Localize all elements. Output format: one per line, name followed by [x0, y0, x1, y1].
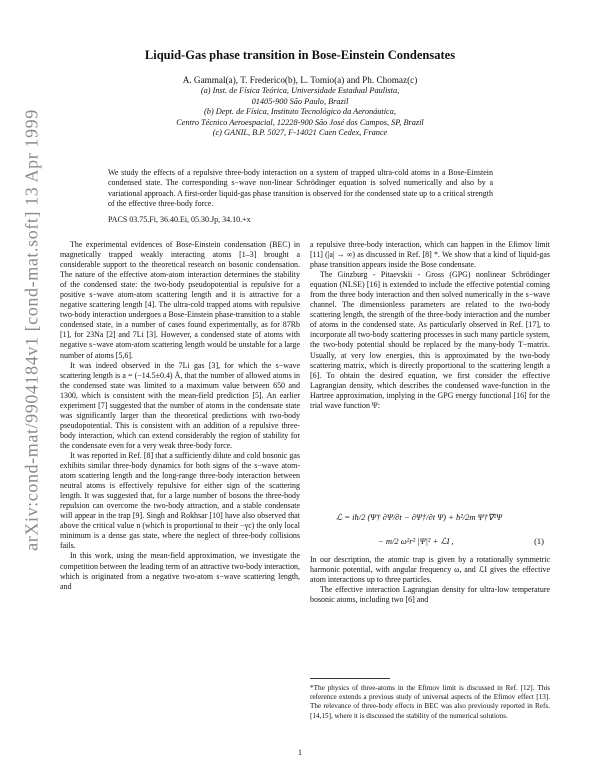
equation-number: (1): [534, 536, 544, 546]
affiliation-1: (a) Inst. de Física Teórica, Universidade Estadual Paulista,: [200, 86, 400, 95]
body-paragraph: In our description, the atomic trap is given by a rotationally symmetric harmonic potential, with angular frequency ω, and ℒI gives the effective atom interactions up to three particles.: [310, 555, 550, 585]
page-number: 1: [298, 748, 302, 757]
affiliation-1-address: 01405-900 São Paulo, Brazil: [251, 96, 349, 106]
body-paragraph: It was reported in Ref. [8] that a sufficiently dilute and cold bosonic gas exhibits similar three-body dynamics for both signs of the s−wave atom-atom scattering length and the long-range three-body interaction between neutral atoms is effectively repulsive for either sign of the scattering length. It was suggested that, for a large number of bosons the three-body repulsion can overcome the two-body attraction, and a stable condensate will appear in the trap [9]. Singh and Rokhsar [10] have also observed that above the critical value n (which is proportional to their −γc) the only local minimum is a dense gas state, where the neglect of three-body collisions fails.: [60, 450, 300, 551]
body-paragraph: a repulsive three-body interaction, which can happen in the Efimov limit [11] (|a| → ∞) as discussed in Ref. [8] *. We show that a kind of liquid-gas phase transition appears inside the Bose condensate.: [310, 240, 550, 270]
arxiv-sidebar-stamp: [15, 50, 49, 610]
body-paragraph: In this work, using the mean-field approximation, we investigate the competition between the leading term of an attractive two-body interaction, which is originated from a negative two-atom s−wave scattering length, and: [60, 551, 300, 591]
equation-1: [318, 508, 548, 550]
equation-line-2: − m/2 ω²r² |Ψ|² + ℒI ,: [378, 536, 454, 546]
left-column: [60, 240, 300, 592]
abstract: We study the effects of a repulsive three-body interaction on a system of trapped ultra-cold atoms in a Bose-Einstein condensed state. The corresponding s−wave non-linear Schrödinger equation is solved numerically and also by a variational approach. A first-order liquid-gas phase transition is observed for the condensed state up to a critical strength of the effective three-body force.: [108, 168, 493, 208]
right-column: [310, 240, 550, 411]
paper-title: Liquid-Gas phase transition in Bose-Einstein Condensates: [144, 48, 456, 62]
footnote-divider: [310, 678, 390, 679]
body-paragraph: The experimental evidences of Bose-Einstein condensation (BEC) in magnetically trapped weakly interacting atoms [1–3] brought a considerable support to the theoretical research on bosonic condensation. The nature of the effective atom-atom interaction determines the stability of the condensed state: the two-body pseudopotential is repulsive for a positive s−wave atom-atom scattering length and it is attractive for a negative scattering length [4]. The ultra-cold trapped atoms with repulsive two-body interaction undergoes a Bose-Einstein phase-transition to a stable condensed state, in a number of cases found experimentally, as for 87Rb [1], for 23Na [2] and 7Li [3]. However, a condensed state of atoms with negative s−wave atom-atom scattering length would be unstable for a large number of atoms [5,6].: [60, 240, 300, 360]
affiliation-2-address: Centro Técnico Aeroespacial, 12228-900 São José dos Campos, SP, Brazil: [176, 117, 424, 127]
body-paragraph: It was indeed observed in the 7Li gas [3], for which the s−wave scattering length is a = (−14.5±0.4) Å, that the number of allowed atoms in the condensed state was limited to a maximum value between 650 and 1300, which is consistent with the mean-field prediction [5]. An earlier experiment [7] suggested that the number of atoms in the condensate state was significantly larger than the theoretical predictions with two-body pseudopotential. This is consistent with an addition of a repulsive three-body interaction, which can extend considerably the region of stability for the condensate even for a very weak three-body force.: [60, 360, 300, 450]
affiliation-2: (b) Dept. de Física, Instituto Tecnológico da Aeronáutica,: [204, 107, 396, 116]
author-block: [60, 74, 540, 139]
arxiv-identifier: arXiv:cond-mat/9904184v1 [cond-mat.soft] 13 Apr 1999: [21, 109, 42, 551]
body-paragraph: The effective interaction Lagrangian density for ultra-low temperature bosonic atoms, including two [6] and: [310, 585, 550, 605]
equation-line-1: ℒ = iħ/2 (Ψ† ∂Ψ/∂t − ∂Ψ†/∂t Ψ) + ħ²/2m Ψ†∇²Ψ: [336, 512, 503, 522]
affiliation-3: (c) GANIL, B.P. 5027, F-14021 Caen Cedex, France: [212, 128, 388, 137]
body-paragraph: The Ginzburg - Pitaevskii - Gross (GPG) nonlinear Schrödinger equation (NLSE) [16] is extended to include the effective potential coming from the three body interaction and then solved numerically in the s−wave channel. The dimensionless parameters are related to the two-body scattering length, the strength of the three-body interaction and the number of atoms in the condensed state. As particularly observed in Ref. [17], to incorporate all two-body scattering processes in such many particle system, the two-body potential should be replaced by the many-body T−matrix. Usually, at very low energies, this is approximated by the two-body scattering matrix, which is directly proportional to the scattering length a [6]. To obtain the desired equation, we first consider the effective Lagrangian density, which describes the condensed wave-function in the Hartree approximation, implying in the GPG energy functional [16] for the trial wave function Ψ:: [310, 270, 550, 410]
footnote: *The physics of three-atoms in the Efimov limit is discussed in Ref. [12]. This reference extends a previous study of universal aspects of the Efimov effect [13]. The relevance of three-body effects in BEC was also previously reported in Refs. [14,15], where it is discussed the stability of the numerical solutions.: [310, 684, 550, 720]
author-list: A. Gammal(a), T. Frederico(b), L. Tomio(a) and Ph. Chomaz(c): [182, 75, 418, 85]
pacs-codes: PACS 03.75.Fi, 36.40.Ei, 05.30.Jp, 34.10.+x: [108, 215, 251, 224]
right-column-continued: [310, 555, 550, 605]
